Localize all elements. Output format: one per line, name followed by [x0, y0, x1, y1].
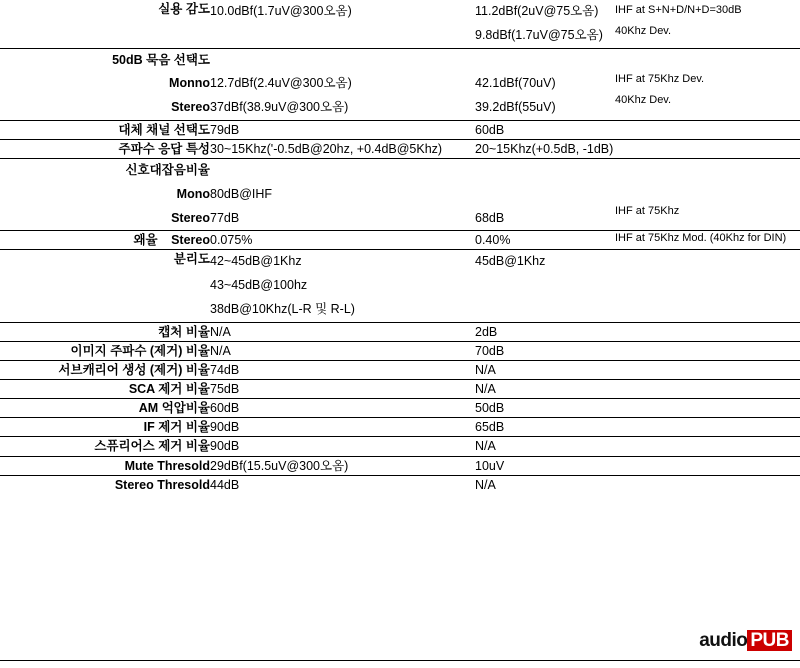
row-sublabel: Stereo	[171, 100, 210, 114]
row-value-secondary: N/A	[475, 439, 496, 454]
row-label: 캡처 비율	[158, 324, 210, 339]
value-spacer	[475, 183, 615, 207]
row-value-primary: 29dBf(15.5uV@300오옴)	[210, 458, 349, 473]
value-line: 12.7dBf(2.4uV@300오옴)	[210, 76, 352, 91]
row-value-primary: 0.075%	[210, 233, 253, 248]
row-note	[615, 120, 800, 139]
row-sublabel: Monno	[169, 76, 210, 91]
row-label: 실용 감도	[158, 2, 210, 16]
value-line: 43~45dB@100hz	[210, 278, 308, 293]
row-value-secondary	[475, 0, 615, 48]
table-row	[0, 0, 800, 48]
row-value-secondary	[475, 250, 615, 322]
row-note	[615, 250, 800, 322]
table-row	[0, 231, 800, 250]
row-label: 이미지 주파수 (제거) 비율	[70, 343, 210, 358]
table-row	[0, 456, 800, 475]
row-value-secondary: N/A	[475, 477, 496, 492]
row-value-primary: N/A	[210, 343, 231, 358]
row-note	[615, 456, 800, 475]
logo-text-audio: audio	[699, 630, 748, 651]
note-line: IHF at S+N+D/N+D=30dB	[615, 4, 742, 16]
row-label: IF 제거 비율	[143, 420, 210, 435]
row-value-secondary: 20~15Khz(+0.5dB, -1dB)	[475, 141, 614, 156]
note-line: 40Khz Dev.	[615, 94, 672, 107]
row-value-primary: 44dB	[210, 477, 240, 492]
row-label	[0, 48, 210, 120]
row-value-secondary	[475, 159, 615, 231]
row-note	[615, 437, 800, 456]
row-value-primary: 30~15Khz('-0.5dB@20hz, +0.4dB@5Khz)	[210, 141, 443, 156]
row-value-secondary: 70dB	[475, 343, 505, 358]
note-line: IHF at 75Khz	[615, 204, 680, 217]
row-value-primary: N/A	[210, 324, 231, 339]
row-label: Stereo Thresold	[114, 477, 210, 492]
row-value-primary: 79dB	[210, 122, 240, 137]
value-line: 45dB@1Khz	[475, 254, 546, 269]
row-label: 분리도	[173, 252, 210, 267]
row-label-text: 왜율	[133, 233, 158, 248]
row-note	[615, 475, 800, 494]
table-row	[0, 475, 800, 494]
value-spacer	[475, 159, 615, 183]
value-spacer	[210, 49, 475, 73]
row-sublabel: Mono	[176, 186, 210, 201]
row-label: 스퓨리어스 제거 비율	[94, 439, 210, 454]
table-row	[0, 341, 800, 360]
row-note	[615, 139, 800, 158]
row-value-primary: 90dB	[210, 420, 240, 435]
row-label: AM 억압비율	[138, 401, 210, 416]
table-row	[0, 120, 800, 139]
row-value-secondary: 0.40%	[475, 233, 511, 248]
row-note	[615, 380, 800, 399]
value-line: 11.2dBf(2uV@75오옴)	[475, 4, 599, 18]
row-note	[615, 360, 800, 379]
row-value-primary: 90dB	[210, 439, 240, 454]
value-line: 77dB	[210, 210, 240, 225]
row-label: Mute Thresold	[124, 458, 210, 473]
row-label: 주파수 응답 특성	[118, 141, 210, 156]
note-spacer	[615, 180, 800, 201]
row-value-secondary: 10uV	[475, 458, 505, 473]
row-value-secondary: 60dB	[475, 122, 505, 137]
row-label: 대체 채널 선택도	[118, 122, 210, 137]
table-row	[0, 250, 800, 322]
row-sublabel: Stereo	[171, 210, 210, 225]
value-line: 10.0dBf(1.7uV@300오옴)	[210, 4, 352, 18]
row-value-primary	[210, 250, 475, 322]
value-spacer	[475, 49, 615, 73]
row-label-text: 신호대잡음비율	[125, 163, 210, 177]
value-line: 80dB@IHF	[210, 186, 273, 201]
row-value-primary	[210, 0, 475, 48]
note-line: IHF at 75Khz Dev.	[615, 73, 705, 86]
row-note	[615, 399, 800, 418]
row-value-secondary	[475, 48, 615, 120]
row-value-secondary: N/A	[475, 362, 496, 377]
note-line: 40Khz Dev.	[615, 24, 672, 37]
row-note	[615, 322, 800, 341]
value-spacer	[210, 159, 475, 183]
note-spacer	[615, 159, 800, 180]
row-value-secondary: 2dB	[475, 324, 498, 339]
audiopub-logo	[699, 630, 792, 652]
row-value-primary: 60dB	[210, 401, 240, 416]
row-note	[615, 341, 800, 360]
row-label: SCA 제거 비율	[128, 382, 210, 396]
value-line: 37dBf(38.9uV@300오옴)	[210, 100, 349, 114]
value-line: 39.2dBf(55uV)	[475, 100, 556, 114]
table-row	[0, 139, 800, 158]
row-note: IHF at 75Khz Mod. (40Khz for DIN)	[615, 232, 787, 245]
row-label-text: 50dB 묵음 선택도	[112, 52, 210, 67]
row-label	[0, 159, 210, 231]
value-line: 42~45dB@1Khz	[210, 254, 302, 269]
note-spacer	[615, 49, 800, 70]
table-row	[0, 360, 800, 379]
value-line: 68dB	[475, 210, 505, 225]
logo-text-pub: PUB	[747, 630, 792, 651]
value-line: 38dB@10Khz(L-R 및 R-L)	[210, 301, 355, 316]
row-sublabel: Stereo	[171, 233, 210, 248]
row-value-secondary: 65dB	[475, 420, 505, 435]
row-value-primary	[210, 48, 475, 120]
row-value-primary: 75dB	[210, 382, 240, 396]
table-row	[0, 322, 800, 341]
row-value-primary	[210, 159, 475, 231]
row-note	[615, 159, 800, 231]
table-row	[0, 48, 800, 120]
row-note	[615, 0, 800, 48]
value-line: 42.1dBf(70uV)	[475, 76, 556, 91]
table-row	[0, 159, 800, 231]
row-note	[615, 48, 800, 120]
table-row	[0, 437, 800, 456]
table-row	[0, 418, 800, 437]
row-note	[615, 418, 800, 437]
row-value-secondary: N/A	[475, 382, 496, 396]
table-row	[0, 399, 800, 418]
row-label	[0, 231, 210, 250]
table-row	[0, 380, 800, 399]
row-value-secondary: 50dB	[475, 401, 505, 416]
table-bottom-border	[0, 660, 800, 661]
row-label: 서브캐리어 생성 (제거) 비율	[58, 362, 210, 377]
value-line: 9.8dBf(1.7uV@75오옴)	[475, 27, 603, 42]
row-value-primary: 74dB	[210, 362, 240, 377]
